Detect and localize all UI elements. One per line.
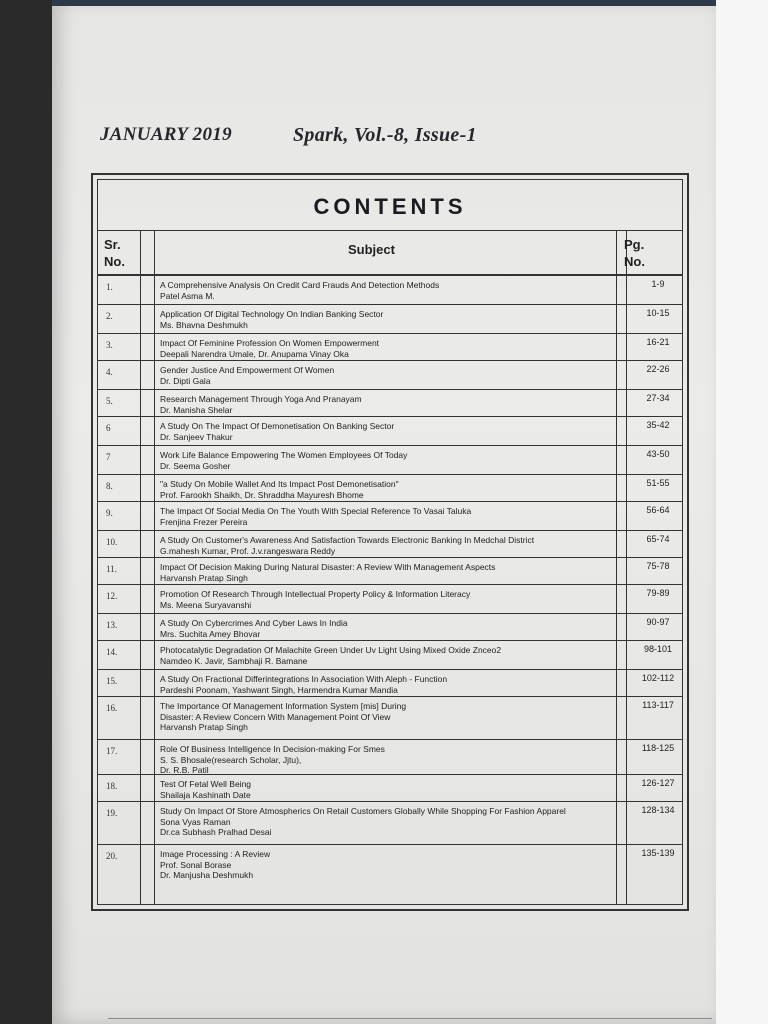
- article-authors: Pardeshi Poonam, Yashwant Singh, Harmendra Kumar Mandia: [160, 684, 398, 695]
- article-title: Promotion Of Research Through Intellectual Property Policy & Information Literacy: [160, 589, 471, 599]
- row-serial-number: 1.: [106, 282, 113, 292]
- table-row: [98, 361, 682, 390]
- row-subject: [160, 849, 596, 881]
- row-serial-number: 9.: [106, 508, 113, 518]
- article-authors: Dr. Manisha Shelar: [160, 404, 233, 415]
- article-authors: Disaster: A Review Concern With Management Point Of View: [160, 711, 391, 722]
- article-title: The Impact Of Social Media On The Youth With Special Reference To Vasai Taluka: [160, 506, 472, 516]
- column-header-sr-line1: Sr.: [104, 237, 121, 252]
- contents-title: CONTENTS: [313, 194, 467, 219]
- row-subject: [160, 744, 596, 776]
- article-title: A Study On Cybercrimes And Cyber Laws In India: [160, 618, 348, 628]
- article-authors: Dr. R.B. Patil: [160, 765, 209, 775]
- row-page-range: 51-55: [646, 478, 670, 488]
- article-authors: S. S. Bhosale(research Scholar, Jjtu),: [160, 754, 302, 765]
- article-title: Role Of Business Intelligence In Decision-making For Smes: [160, 744, 385, 754]
- row-subject: [160, 309, 596, 330]
- row-serial-number: 19.: [106, 808, 118, 818]
- row-page-range: 10-15: [646, 308, 670, 318]
- article-title: A Study On Fractional Differintegrations In Association With Aleph - Function: [160, 674, 448, 684]
- row-subject: [160, 450, 596, 471]
- table-row: [98, 697, 682, 740]
- row-page-range: 27-34: [646, 393, 670, 403]
- table-row: [98, 740, 682, 775]
- article-authors: Namdeo K. Javir, Sambhaji R. Bamane: [160, 655, 308, 666]
- issue-date: JANUARY 2019: [100, 124, 232, 145]
- row-page-range: 65-74: [646, 534, 670, 544]
- article-title: Test Of Fetal Well Being: [160, 779, 252, 789]
- row-subject: [160, 479, 596, 500]
- article-title: Study On Impact Of Store Atmospherics On Retail Customers Globally While Shopping For Fashion Apparel: [160, 806, 566, 816]
- row-subject: [160, 562, 596, 583]
- row-subject: [160, 535, 596, 556]
- row-serial-number: 4.: [106, 367, 113, 377]
- contents-table: [91, 173, 689, 911]
- table-row: [98, 585, 682, 614]
- row-page-range: 16-21: [646, 337, 670, 347]
- column-header-sr-no: [104, 236, 125, 270]
- row-subject: [160, 506, 596, 527]
- table-row: [98, 845, 682, 900]
- row-page-range: 90-97: [646, 617, 670, 627]
- row-serial-number: 18.: [106, 781, 118, 791]
- table-row: [98, 276, 682, 305]
- table-row: [98, 305, 682, 334]
- title-divider: [98, 230, 682, 231]
- row-page-range: 79-89: [646, 588, 670, 598]
- table-row: [98, 475, 682, 502]
- table-row: [98, 641, 682, 670]
- article-title: Gender Justice And Empowerment Of Women: [160, 365, 335, 375]
- article-authors: Dr.ca Subhash Pralhad Desai: [160, 827, 272, 837]
- row-subject: [160, 365, 596, 386]
- article-title: A Study On The Impact Of Demonetisation On Banking Sector: [160, 421, 395, 431]
- row-subject: [160, 280, 596, 301]
- row-page-range: 98-101: [643, 644, 673, 654]
- row-subject: [160, 589, 596, 610]
- article-title: Work Life Balance Empowering The Women Employees Of Today: [160, 450, 408, 460]
- row-subject: [160, 701, 596, 733]
- row-page-range: 1-9: [651, 279, 665, 289]
- row-subject: [160, 338, 596, 359]
- column-header-subject: Subject: [348, 242, 395, 257]
- row-serial-number: 20.: [106, 851, 118, 861]
- table-row: [98, 775, 682, 802]
- row-serial-number: 15.: [106, 676, 118, 686]
- article-authors: Ms. Bhavna Deshmukh: [160, 319, 248, 330]
- article-authors: Dr. Manjusha Deshmukh: [160, 870, 254, 880]
- article-authors: Deepali Narendra Umale, Dr. Anupama Vinay Oka: [160, 348, 349, 359]
- article-authors: Dr. Dipti Gala: [160, 375, 211, 386]
- table-row: [98, 390, 682, 417]
- row-subject: [160, 674, 596, 695]
- article-authors: Harvansh Pratap Singh: [160, 722, 248, 732]
- row-page-range: 126-127: [641, 778, 675, 788]
- article-title: Impact Of Feminine Profession On Women Empowerment: [160, 338, 380, 348]
- contents-rows: [98, 276, 682, 900]
- table-row: [98, 670, 682, 697]
- article-title: Research Management Through Yoga And Pranayam: [160, 394, 362, 404]
- article-authors: Ms. Meena Suryavanshi: [160, 599, 252, 610]
- article-title: A Study On Customer's Awareness And Satisfaction Towards Electronic Banking In Medchal District: [160, 535, 535, 545]
- row-serial-number: 16.: [106, 703, 118, 713]
- page-bottom-rule: [108, 1018, 712, 1019]
- binding-edge: [52, 0, 716, 6]
- article-authors: Harvansh Pratap Singh: [160, 572, 248, 583]
- row-serial-number: 14.: [106, 647, 118, 657]
- article-title: The Importance Of Management Information System [mis] During: [160, 701, 407, 711]
- row-serial-number: 17.: [106, 746, 118, 756]
- row-subject: [160, 779, 596, 800]
- row-subject: [160, 806, 596, 838]
- article-authors: Dr. Sanjeev Thakur: [160, 431, 233, 442]
- background-strip: [716, 0, 768, 1024]
- table-row: [98, 334, 682, 361]
- contents-table-inner: [97, 179, 683, 905]
- article-authors: Prof. Sonal Borase: [160, 859, 232, 870]
- row-subject: [160, 618, 596, 639]
- article-authors: Frenjina Frezer Pereira: [160, 516, 248, 527]
- row-serial-number: 10.: [106, 537, 118, 547]
- row-page-range: 128-134: [641, 805, 675, 815]
- row-page-range: 102-112: [641, 673, 675, 683]
- article-authors: Patel Asma M.: [160, 290, 215, 301]
- column-header-pg-line1: Pg.: [624, 237, 645, 252]
- table-row: [98, 502, 682, 531]
- table-row: [98, 802, 682, 845]
- article-title: Impact Of Decision Making During Natural Disaster: A Review With Management Aspects: [160, 562, 496, 572]
- row-serial-number: 8.: [106, 481, 113, 491]
- row-page-range: 22-26: [646, 364, 670, 374]
- article-title: A Comprehensive Analysis On Credit Card Frauds And Detection Methods: [160, 280, 440, 290]
- table-row: [98, 417, 682, 446]
- column-header-sr-line2: No.: [104, 254, 125, 269]
- table-row: [98, 558, 682, 585]
- table-row: [98, 614, 682, 641]
- row-serial-number: 2.: [106, 311, 113, 321]
- row-serial-number: 13.: [106, 620, 118, 630]
- article-title: Application Of Digital Technology On Indian Banking Sector: [160, 309, 384, 319]
- row-serial-number: 3.: [106, 340, 113, 350]
- row-subject: [160, 394, 596, 415]
- row-page-range: 43-50: [646, 449, 670, 459]
- column-header-page-no: [624, 236, 645, 270]
- row-serial-number: 12.: [106, 591, 118, 601]
- column-header-pg-line2: No.: [624, 254, 645, 269]
- article-title: Photocatalytic Degradation Of Malachite Green Under Uv Light Using Mixed Oxide Znceo2: [160, 645, 502, 655]
- journal-title: Spark, Vol.-8, Issue-1: [293, 124, 477, 146]
- article-authors: Mrs. Suchita Amey Bhovar: [160, 628, 261, 639]
- row-serial-number: 5.: [106, 396, 113, 406]
- row-subject: [160, 421, 596, 442]
- row-serial-number: 6: [106, 423, 111, 433]
- row-page-range: 113-117: [642, 700, 674, 710]
- row-subject: [160, 645, 596, 666]
- article-authors: Dr. Seema Gosher: [160, 460, 231, 471]
- article-authors: G.mahesh Kumar, Prof. J.v.rangeswara Reddy: [160, 545, 336, 556]
- row-page-range: 75-78: [646, 561, 670, 571]
- table-row: [98, 531, 682, 558]
- row-serial-number: 7: [106, 452, 111, 462]
- article-authors: Shailaja Kashinath Date: [160, 789, 251, 800]
- article-authors: Prof. Farookh Shaikh, Dr. Shraddha Mayuresh Bhome: [160, 489, 364, 500]
- article-authors: Sona Vyas Raman: [160, 816, 231, 827]
- article-title: "a Study On Mobile Wallet And Its Impact Post Demonetisation": [160, 479, 399, 489]
- row-page-range: 56-64: [646, 505, 670, 515]
- row-page-range: 135-139: [641, 848, 675, 858]
- row-page-range: 118-125: [641, 743, 675, 753]
- article-title: Image Processing : A Review: [160, 849, 271, 859]
- row-page-range: 35-42: [646, 420, 670, 430]
- row-serial-number: 11.: [106, 564, 117, 574]
- table-row: [98, 446, 682, 475]
